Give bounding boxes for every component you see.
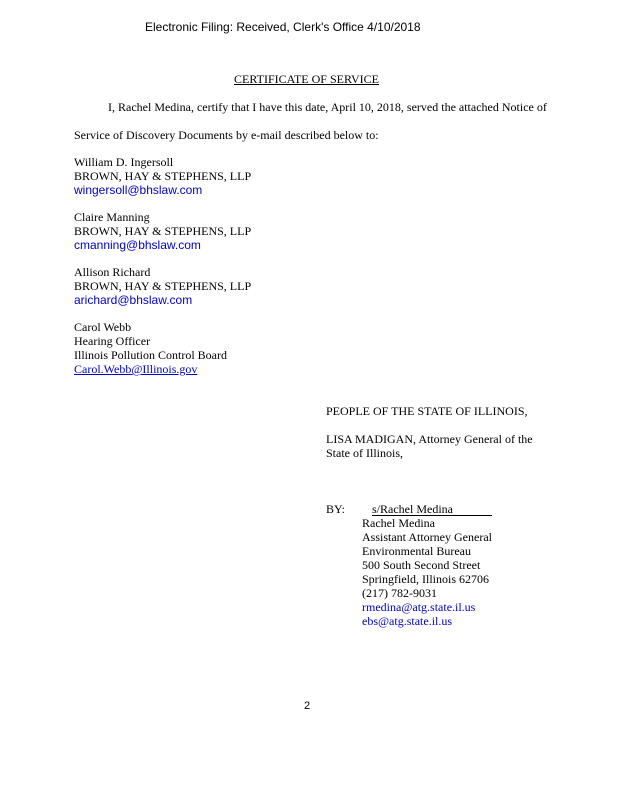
hearing-officer-title: Hearing Officer — [74, 334, 151, 348]
signer-street: 500 South Second Street — [362, 558, 481, 572]
recipient-block — [74, 265, 251, 307]
recipient-name: Allison Richard — [74, 265, 151, 279]
recipient-block — [74, 155, 251, 197]
hearing-officer-email-link[interactable]: Carol.Webb@Illinois.gov — [74, 362, 198, 376]
recipient-block — [74, 210, 251, 252]
document-title: CERTIFICATE OF SERVICE — [234, 72, 379, 86]
signer-city: Springfield, Illinois 62706 — [362, 572, 489, 586]
recipient-email-link[interactable]: arichard@bhslaw.com — [74, 293, 193, 307]
hearing-officer-block — [74, 320, 227, 376]
party-line-1: PEOPLE OF THE STATE OF ILLINOIS, — [326, 404, 528, 418]
signature-text: s/Rachel Medina — [372, 503, 492, 516]
party-line-2: LISA MADIGAN, Attorney General of the — [326, 432, 533, 446]
recipient-org: BROWN, HAY & STEPHENS, LLP — [74, 279, 252, 293]
recipient-email-link[interactable]: cmanning@bhslaw.com — [74, 238, 201, 252]
by-label: BY: — [326, 502, 345, 516]
signer-email-link[interactable]: rmedina@atg.state.il.us — [362, 600, 476, 614]
bureau-email-link[interactable]: ebs@atg.state.il.us — [362, 614, 453, 628]
signer-block — [362, 516, 492, 628]
recipient-name: William D. Ingersoll — [74, 155, 174, 169]
electronic-signature — [372, 502, 492, 516]
filing-stamp: Electronic Filing: Received, Clerk's Office 4/10/2018 — [145, 20, 421, 34]
signer-name: Rachel Medina — [362, 516, 435, 530]
recipient-org: BROWN, HAY & STEPHENS, LLP — [74, 224, 252, 238]
party-line-3: State of Illinois, — [326, 446, 403, 460]
intro-line-2: Service of Discovery Documents by e-mail described below to: — [74, 128, 379, 142]
signer-title: Assistant Attorney General — [362, 530, 492, 544]
page-number: 2 — [304, 700, 311, 712]
recipient-email-link[interactable]: wingersoll@bhslaw.com — [74, 183, 203, 197]
signer-bureau: Environmental Bureau — [362, 544, 471, 558]
hearing-officer-org: Illinois Pollution Control Board — [74, 348, 228, 362]
recipient-org: BROWN, HAY & STEPHENS, LLP — [74, 169, 252, 183]
hearing-officer-name: Carol Webb — [74, 320, 132, 334]
intro-line-1: I, Rachel Medina, certify that I have this date, April 10, 2018, served the attached Notice of — [108, 100, 547, 114]
signer-phone: (217) 782-9031 — [362, 586, 437, 600]
recipient-name: Claire Manning — [74, 210, 150, 224]
